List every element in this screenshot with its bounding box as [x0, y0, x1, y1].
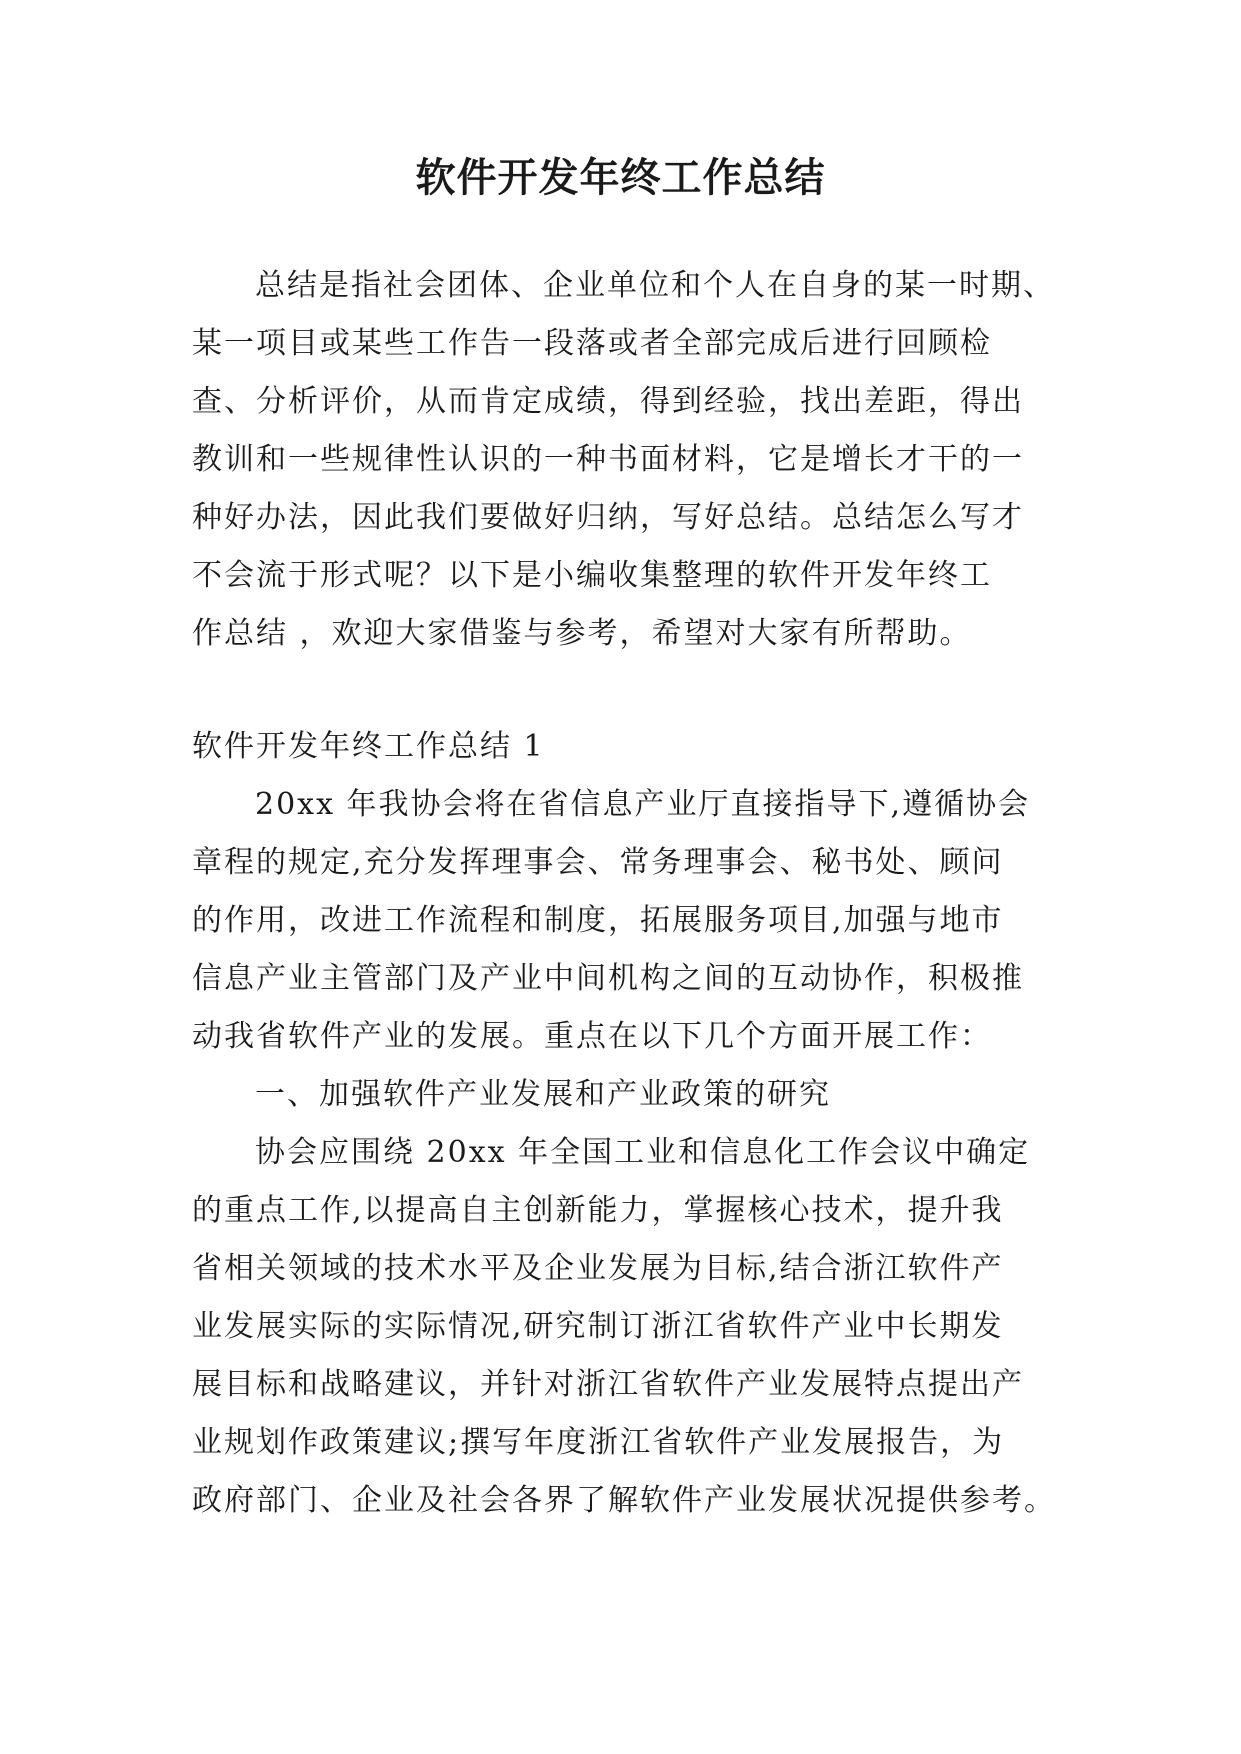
- paragraph-line: 政府部门、企业及社会各界了解软件产业发展状况提供参考。: [192, 1483, 1056, 1518]
- section-heading: 软件开发年终工作总结 1: [192, 729, 545, 764]
- paragraph-line: 动我省软件产业的发展。重点在以下几个方面开展工作：: [192, 1019, 992, 1054]
- subheading: 一、加强软件产业发展和产业政策的研究: [255, 1077, 831, 1112]
- paragraph-line: 业发展实际的实际情况,研究制订浙江省软件产业中长期发: [192, 1309, 1004, 1344]
- intro-line: 教训和一些规律性认识的一种书面材料，它是增长才干的一: [192, 442, 1024, 477]
- intro-line: 种好办法，因此我们要做好归纳，写好总结。总结怎么写才: [192, 500, 1024, 535]
- paragraph-line: 的作用，改进工作流程和制度，拓展服务项目,加强与地市: [192, 903, 1004, 938]
- paragraph-line: 协会应围绕 20xx 年全国工业和信息化工作会议中确定: [255, 1135, 1031, 1170]
- intro-line: 作总结 ，欢迎大家借鉴与参考，希望对大家有所帮助。: [192, 616, 972, 651]
- paragraph-line: 信息产业主管部门及产业中间机构之间的互动协作，积极推: [192, 961, 1024, 996]
- intro-line: 查、分析评价，从而肯定成绩，得到经验，找出差距，得出: [192, 384, 1024, 419]
- paragraph-line: 20xx 年我协会将在省信息产业厅直接指导下,遵循协会: [255, 787, 1031, 822]
- intro-line: 某一项目或某些工作告一段落或者全部完成后进行回顾检: [192, 326, 992, 361]
- paragraph-line: 业规划作政策建议;撰写年度浙江省软件产业发展报告，为: [192, 1425, 1005, 1460]
- paragraph-line: 展目标和战略建议，并针对浙江省软件产业发展特点提出产: [192, 1367, 1024, 1402]
- intro-line: 总结是指社会团体、企业单位和个人在自身的某一时期、: [255, 268, 1055, 303]
- paragraph-line: 章程的规定,充分发挥理事会、常务理事会、秘书处、顾问: [192, 845, 1004, 880]
- document-title: 软件开发年终工作总结: [415, 155, 826, 201]
- intro-line: 不会流于形式呢？以下是小编收集整理的软件开发年终工: [192, 558, 992, 593]
- paragraph-line: 的重点工作,以提高自主创新能力，掌握核心技术，提升我: [192, 1193, 1004, 1228]
- paragraph-line: 省相关领域的技术水平及企业发展为目标,结合浙江软件产: [192, 1251, 1004, 1286]
